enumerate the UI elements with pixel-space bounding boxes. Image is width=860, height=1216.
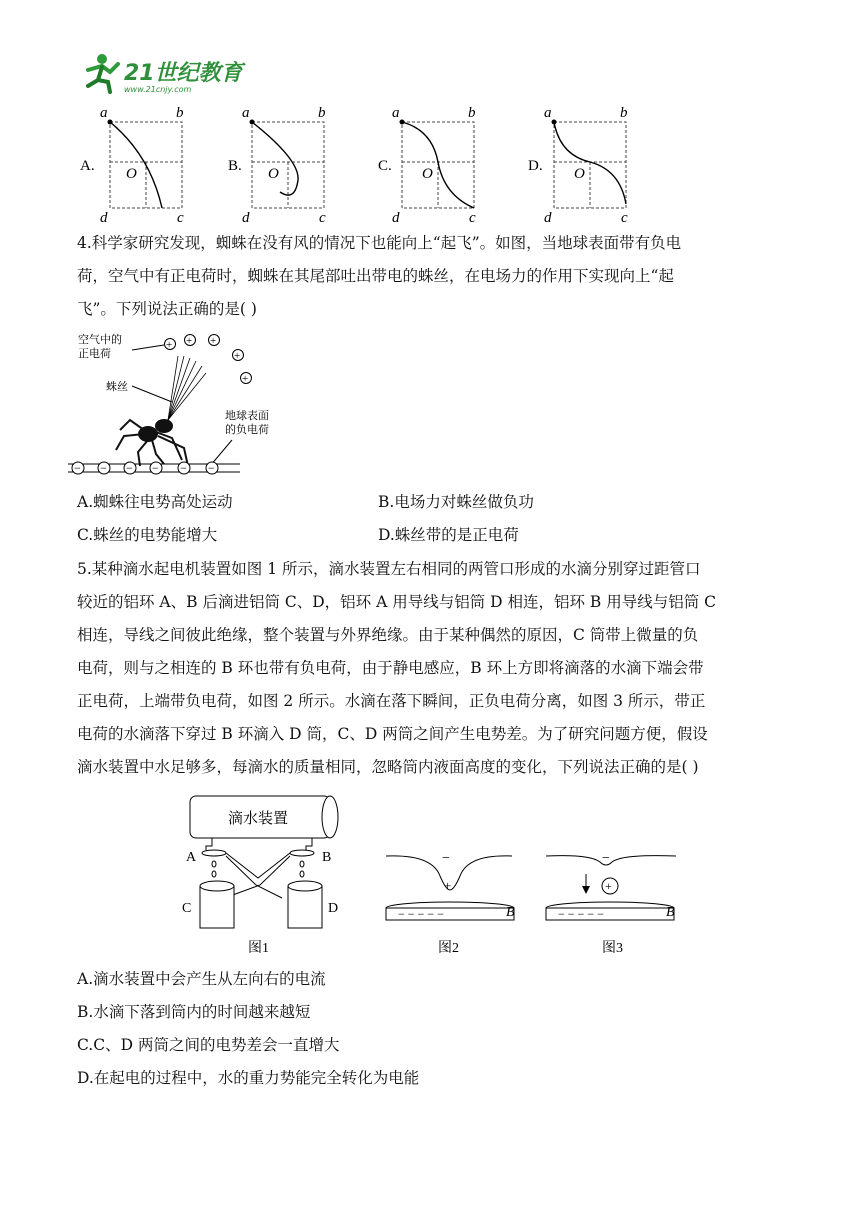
svg-text:d: d: [242, 210, 250, 225]
logo-mark: 21世纪教育: [124, 61, 243, 86]
svg-text:D: D: [328, 901, 339, 916]
fig1-dropper: [182, 796, 338, 956]
svg-text:正电荷: 正电荷: [78, 347, 111, 360]
svg-text:O: O: [574, 166, 585, 182]
svg-text:− − − − −: − − − − −: [558, 907, 604, 921]
svg-text:+: +: [605, 879, 612, 893]
q5-stem-line6: 电荷的水滴落下穿过 B 环滴入 D 筒，C、D 两筒之间产生电势差。为了研究问题方便，假设: [77, 725, 708, 743]
svg-text:a: a: [242, 105, 250, 121]
svg-text:A: A: [186, 850, 197, 865]
q3-option-a: [80, 105, 184, 225]
q3-option-c: [378, 105, 476, 225]
q5-option-b[interactable]: B.水滴下落到筒内的时间越来越短: [77, 1003, 311, 1021]
svg-text:−: −: [602, 851, 610, 866]
svg-text:d: d: [392, 210, 400, 225]
q5-option-d[interactable]: D.在起电的过程中，水的重力势能完全转化为电能: [77, 1069, 420, 1087]
svg-text:+: +: [444, 878, 452, 893]
silk-threads: [168, 356, 206, 420]
svg-text:B.: B.: [228, 158, 242, 174]
svg-text:+: +: [186, 335, 193, 347]
logo: [80, 52, 250, 96]
svg-text:−: −: [74, 461, 81, 475]
q5-stem-line3: 相连，导线之间彼此绝缘，整个装置与外界绝缘。由于某种偶然的原因，C 筒带上微量的负: [77, 626, 699, 644]
svg-text:b: b: [318, 105, 326, 121]
svg-text:d: d: [544, 210, 552, 225]
svg-text:a: a: [392, 105, 400, 121]
svg-text:O: O: [268, 166, 279, 182]
svg-text:− − − − −: − − − − −: [398, 907, 444, 921]
negative-charge-icons: [72, 461, 218, 475]
svg-text:−: −: [208, 461, 215, 475]
svg-text:c: c: [621, 210, 628, 225]
svg-text:a: a: [544, 105, 552, 121]
q5-stem-line5: 正电荷，上端带负电荷，如图 2 所示。水滴在落下瞬间，正负电荷分离，如图 3 所示，带正: [77, 692, 706, 710]
svg-text:b: b: [176, 105, 184, 121]
q5-stem-line7: 滴水装置中水足够多，每滴水的质量相同，忽略筒内液面高度的变化，下列说法正确的是( ): [77, 758, 699, 776]
q4-spider-figure: [60, 328, 300, 480]
svg-text:B: B: [666, 905, 675, 920]
svg-text:B: B: [506, 905, 515, 920]
q5-stem-line4: 电荷，则与之相连的 B 环也带有负电荷，由于静电感应，B 环上方即将滴落的水滴下端会带: [77, 659, 704, 677]
svg-text:B: B: [322, 850, 332, 865]
svg-text:蛛丝: 蛛丝: [106, 380, 128, 393]
svg-text:图3: 图3: [602, 941, 623, 956]
svg-text:C: C: [182, 901, 192, 916]
svg-text:c: c: [319, 210, 326, 225]
svg-text:+: +: [234, 350, 241, 362]
q4-stem-line3: 飞”。下列说法正确的是( ): [77, 300, 257, 318]
q4-stem-line2: 荷，空气中有正电荷时，蜘蛛在其尾部吐出带电的蛛丝，在电场力的作用下实现向上“起: [77, 267, 674, 285]
fig2-induced-drop: [386, 851, 515, 956]
q4-option-b[interactable]: B.电场力对蛛丝做负功: [378, 493, 534, 511]
q3-figures: [70, 100, 770, 225]
svg-text:d: d: [100, 210, 108, 225]
q4-option-c[interactable]: C.蛛丝的电势能增大: [77, 526, 218, 544]
svg-text:−: −: [152, 461, 159, 475]
svg-text:−: −: [180, 461, 187, 475]
svg-text:+: +: [210, 335, 217, 347]
svg-text:c: c: [469, 210, 476, 225]
q3-option-b: [228, 105, 326, 225]
svg-text:地球表面: 地球表面: [225, 409, 269, 422]
q5-option-a[interactable]: A.滴水装置中会产生从左向右的电流: [77, 970, 326, 988]
spider-icon: [116, 419, 188, 466]
logo-url: www.21cnjy.com: [124, 85, 192, 94]
svg-text:a: a: [100, 105, 108, 121]
q3-options: [70, 100, 770, 225]
q4-stem-line1: 4.科学家研究发现，蜘蛛在没有风的情况下也能向上“起飞”。如图，当地球表面带有负电: [77, 234, 682, 252]
q5-stem-line1: 5.某种滴水起电机装置如图 1 所示，滴水装置左右相同的两管口形成的水滴分别穿过距管口: [77, 560, 701, 578]
q5-stem-line2: 较近的铝环 A、B 后滴进铝筒 C、D，铝环 A 用导线与铝筒 D 相连，铝环 B 用导线与铝筒 C: [77, 593, 717, 611]
q4-option-a[interactable]: A.蜘蛛往电势高处运动: [77, 493, 233, 511]
fig3-separated-drop: [546, 851, 676, 956]
spider-diagram: [60, 328, 300, 480]
svg-text:图2: 图2: [438, 941, 459, 956]
svg-text:−: −: [126, 461, 133, 475]
water-dropper-diagrams: [170, 790, 700, 965]
svg-text:图1: 图1: [248, 941, 269, 956]
q5-figures: [170, 790, 700, 965]
svg-text:D.: D.: [528, 158, 543, 174]
svg-text:+: +: [166, 339, 173, 351]
svg-text:O: O: [126, 166, 137, 182]
svg-text:C.: C.: [378, 158, 392, 174]
svg-text:O: O: [422, 166, 433, 182]
svg-text:b: b: [468, 105, 476, 121]
svg-text:+: +: [242, 373, 249, 385]
svg-text:滴水装置: 滴水装置: [228, 809, 289, 827]
svg-text:的负电荷: 的负电荷: [225, 423, 269, 436]
svg-text:−: −: [100, 461, 107, 475]
q4-option-d[interactable]: D.蛛丝带的是正电荷: [378, 526, 519, 544]
logo-runner-icon: [80, 52, 250, 96]
svg-text:b: b: [620, 105, 628, 121]
svg-text:A.: A.: [80, 158, 95, 174]
q3-option-d: [528, 105, 628, 225]
svg-text:空气中的: 空气中的: [78, 333, 122, 346]
q5-option-c[interactable]: C.C、D 两筒之间的电势差会一直增大: [77, 1036, 340, 1054]
svg-text:−: −: [442, 851, 450, 866]
svg-text:c: c: [177, 210, 184, 225]
